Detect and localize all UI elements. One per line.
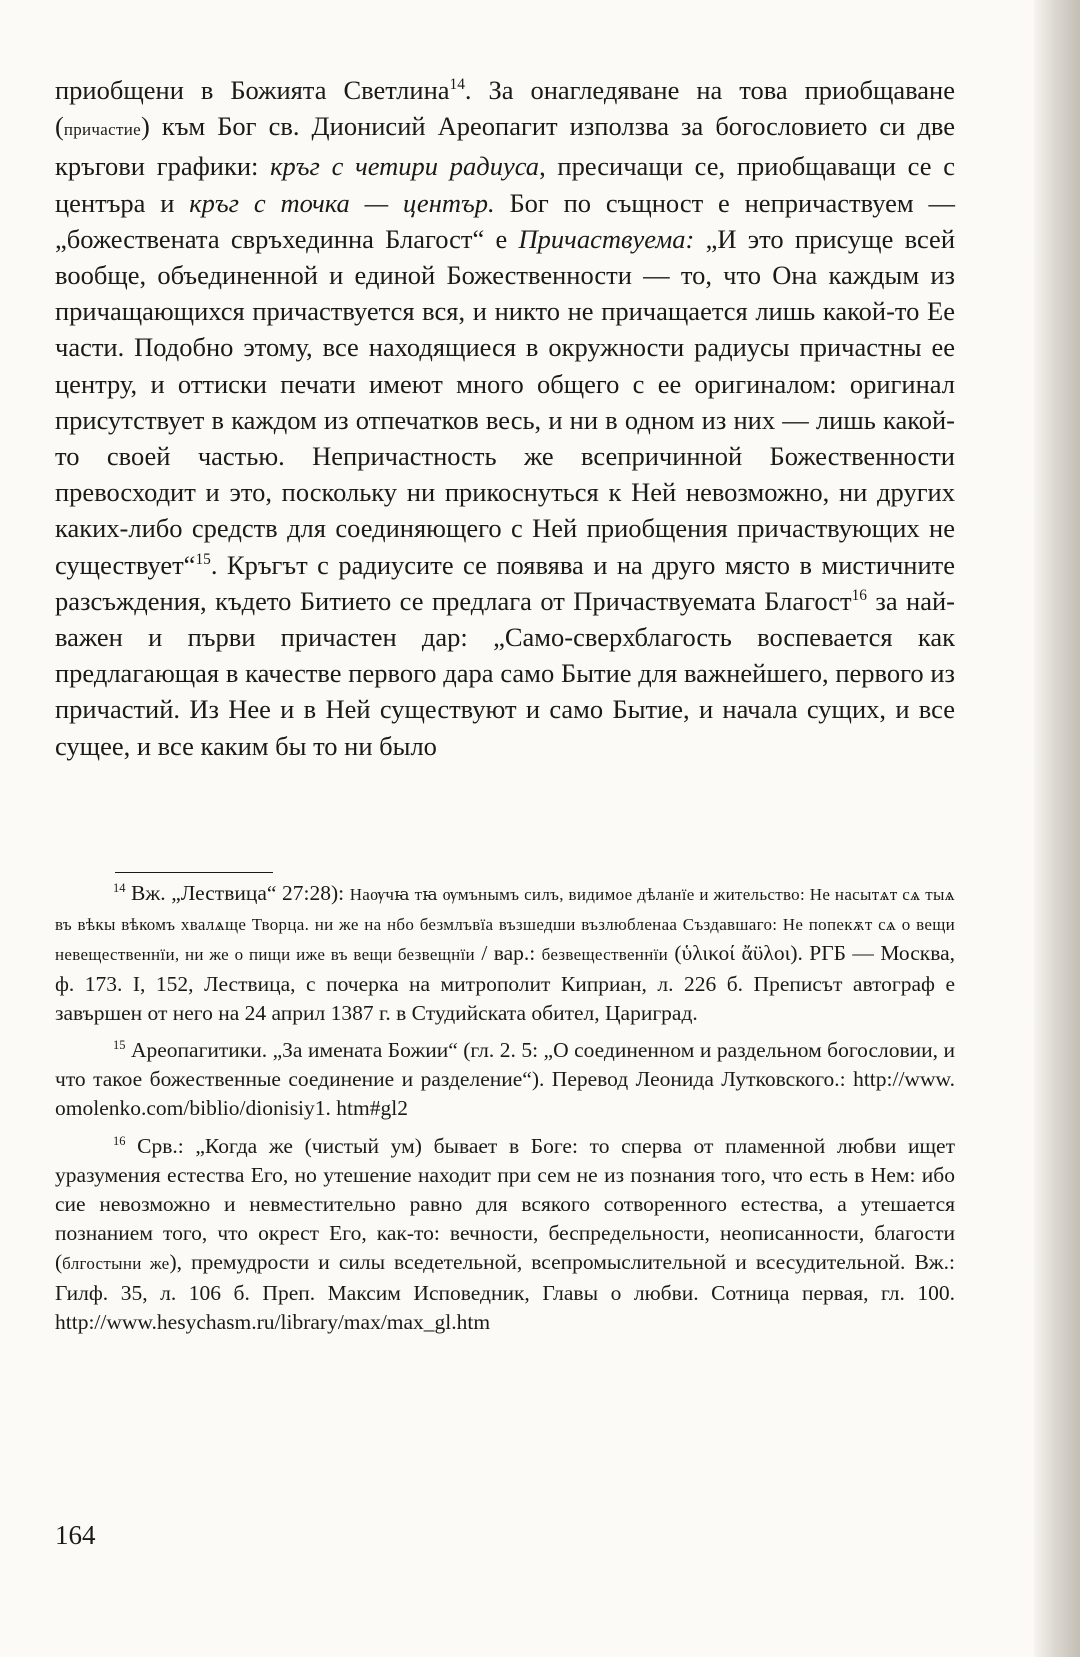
body-text: ) към Бог св. Дионисий Ареопагит използва за богословието си две кръгови графики: [55,111,955,182]
footnote-text: Срв.: „Когда же (чистый ум) бывает в Боге: то сперва от пламенной любви ищет уразумения естества Его, но утешение находит при сем не из познания того, что есть в Нем: ибо сие невозможно и невместительно равно для всякого сотворенного естества, а утешается познанием того, что окрест Его, как-то: вечности, беспредельности, неописанности, благости ( [55,1133,955,1275]
body-text: приобщени в Божията Светлина [55,75,450,105]
italic-phrase: кръг с точка — център. [189,187,495,218]
footnote-text: (ὑλικοί ἄϋλοι). РГБ — Москва, ф. 173. I, 152, Лествица, с почерка на митрополит Киприан, л. 226 б. Преписът автограф е завършен от него на 24 април 1387 г. в Студийската обител, Цариград. [55,941,955,1025]
footnote-text: Вж. „Лествица“ 27:28): [125,881,350,905]
footnote-ref-16: 16 [851,587,867,605]
footnote-text: / вар.: [474,941,542,966]
page-number: 164 [55,1520,96,1550]
footnote-number: 15 [113,1037,126,1052]
footnote-ref-14: 14 [449,76,465,94]
body-text: „И это присуще всей вообще, объединенной и единой Божественности — то, что Она каждым из причащающихся причаствуется вся, и никто не причащается лишь какой-то Ее части. Подобно этому, все находящиеся в окружности радиусы причастны ее центру, и оттиски печати имеют много общего с ее оригиналом: оригинал присутствует в каждом из отпечатков весь, и ни в одном из них — лишь какой-то своей частью. Непричастность же всепричинной Божественности превосходит и это, поскольку ни прикоснуться к Ней невозможно, ни других каких-либо средств для соединяющего с Ней приобщения причаствующих не существует“ [55,223,955,580]
footnote-text: Ареопагитики. „За имената Божии“ (гл. 2. 5: „О соединенном и раздельном богословии, и что такое божественные соединение и разделение“). Перевод Леонида Лутковского.: http://www. omolenko.com/biblio/dionisiy1. htm#gl2 [55,1038,955,1121]
body-text: . За онагледяване на това приобщаване ( [55,75,955,142]
footnote-14 [55,879,955,1028]
body-text: , пресичащи се, приобщаващи се с центъра и [55,151,955,218]
footnotes [55,872,955,1337]
footnote-ref-15: 15 [195,550,211,568]
body-text: . Кръгът с радиусите се появява и на друго място в мистичните разсъждения, където Битието се предлага от Причаствуемата Благост [55,549,955,616]
footnote-number: 16 [113,1133,126,1148]
body-text: за най-важен и първи причастен дар: „Само-сверхблагость воспевается как предлагающая в качестве первого дара само Бытие для важнейшего, первого из причастий. Из Нее и в Ней существуют и само Бытие, и начала сущих, и все сущее, и все каким бы то ни было [55,585,955,761]
footnote-15 [55,1036,955,1124]
italic-phrase: Причаствуема: [518,223,695,254]
page-edge-shadow [1034,0,1080,1657]
footnote-number: 14 [113,880,126,895]
slavonic-term: блгостыни же [62,1254,170,1274]
footnote-divider [115,872,273,873]
main-text [55,72,955,764]
slavonic-quote: Наѹчꙗ тꙗ ѹмънымъ силъ, видимое дѣланїе и жительство: Не насытѧт сѧ тыѧ въ вѣкы вѣкомъ хвалѧще Творца. ни же на нбо безмлъвїа възшедши възлюбленаа Създавшаго: Не попекѫт сѧ о вещи невещественнїи, ни же о пищи иже въ вещи безвещнїи [55,885,955,965]
footnote-text: ), премудрости и силы вседетельной, всепромыслительной и всесудительной. Вж.: Гилф. 35, л. 106 б. Преп. Максим Исповедник, Главы о любви. Сотница первая, гл. 100. http://www.hesychasm.ru/library/max/max_gl.htm [55,1250,955,1334]
footnote-16 [55,1132,955,1337]
body-text: Бог по същност е непричаствуем — „божествената свръхединна Благост“ е [55,187,955,254]
slavonic-term: причастие [63,120,141,140]
body-paragraph [55,72,955,764]
italic-phrase: кръг с четири радиуса [270,151,540,182]
slavonic-variant: безвещественнїи [541,945,669,965]
